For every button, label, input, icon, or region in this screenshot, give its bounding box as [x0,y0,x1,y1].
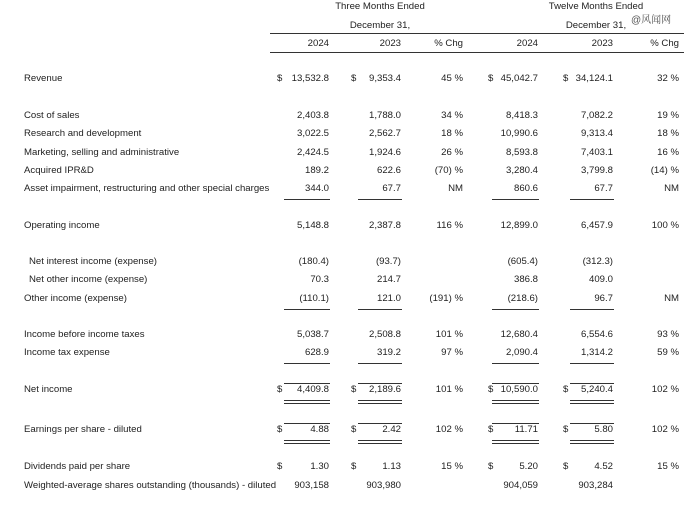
subtotal-rule [358,309,402,310]
table-cell: 121.0 [376,293,401,304]
subtotal-rule [570,309,614,310]
dollar-sign: $ [488,424,494,435]
table-cell: 5,038.7 [296,329,329,340]
subtotal-rule [284,400,330,401]
dollar-sign: $ [277,461,283,472]
table-cell: 7,403.1 [580,147,613,158]
subtotal-rule [358,199,402,200]
subtotal-rule [358,443,402,444]
table-cell: 18 % [441,128,463,139]
dollar-sign: $ [563,384,569,395]
table-cell: 3,799.8 [580,165,613,176]
table-cell: 100 % [651,220,679,231]
table-cell: 34,124.1 [575,73,613,84]
dollar-sign: $ [351,461,357,472]
row-label: Net other income (expense) [29,274,148,285]
col-header-12m-2023: 2023 [591,38,613,49]
subtotal-rule [492,400,539,401]
subtotal-rule [492,363,539,364]
table-cell: (218.6) [507,293,538,304]
table-cell: 319.2 [376,347,401,358]
subtotal-rule [284,423,330,424]
table-cell: 1,788.0 [368,110,401,121]
table-cell: 1.30 [310,461,329,472]
table-cell: (93.7) [375,256,401,267]
subtotal-rule [570,403,614,404]
table-cell: 34 % [441,110,463,121]
table-cell: 2,090.4 [505,347,538,358]
subtotal-rule [570,199,614,200]
table-cell: 4.88 [310,424,329,435]
table-cell: 32 % [657,73,679,84]
table-cell: 409.0 [588,274,613,285]
table-cell: 45,042.7 [500,73,538,84]
table-cell: 2,387.8 [368,220,401,231]
table-cell: 102 % [435,424,463,435]
twelve-months-subheader: December 31, [565,20,627,31]
table-cell: 6,554.6 [580,329,613,340]
subtotal-rule [570,383,614,384]
subtotal-rule [570,440,614,441]
table-cell: 97 % [441,347,463,358]
col-header-3m-2024: 2024 [307,38,329,49]
table-cell: 5.20 [519,461,538,472]
table-cell: NM [664,293,679,304]
table-cell: 2,508.8 [368,329,401,340]
table-cell: 12,899.0 [500,220,538,231]
subtotal-rule [492,199,539,200]
table-cell: 3,022.5 [296,128,329,139]
subtotal-rule [284,403,330,404]
table-cell: (70) % [434,165,463,176]
table-cell: 860.6 [513,183,538,194]
table-cell: 45 % [441,73,463,84]
table-cell: 189.2 [304,165,329,176]
table-cell: 2,189.6 [368,384,401,395]
table-cell: 15 % [441,461,463,472]
table-cell: 904,059 [503,480,538,491]
subtotal-rule [492,443,539,444]
subtotal-rule [358,403,402,404]
table-cell: 903,158 [294,480,329,491]
dollar-sign: $ [488,73,494,84]
dollar-sign: $ [277,424,283,435]
row-label: Weighted-average shares outstanding (thousands) - diluted [24,480,277,491]
dollar-sign: $ [563,461,569,472]
table-cell: 2,562.7 [368,128,401,139]
col-header-3m-chg: % Chg [434,38,463,49]
table-cell: 59 % [657,347,679,358]
row-label: Marketing, selling and administrative [24,147,180,158]
table-cell: NM [448,183,463,194]
table-cell: 3,280.4 [505,165,538,176]
row-label: Net income [24,384,73,395]
table-cell: 386.8 [513,274,538,285]
row-label: Asset impairment, restructuring and other special charges [24,183,270,194]
table-cell: 102 % [651,424,679,435]
col-header-12m-chg: % Chg [650,38,679,49]
dollar-sign: $ [488,461,494,472]
table-cell: 12,680.4 [500,329,538,340]
dollar-sign: $ [277,73,283,84]
table-cell: (605.4) [507,256,538,267]
table-cell: 10,990.6 [500,128,538,139]
header-rule [270,33,684,34]
row-label: Acquired IPR&D [24,165,94,176]
table-cell: (14) % [650,165,679,176]
dollar-sign: $ [488,384,494,395]
table-cell: 10,590.0 [500,384,538,395]
dollar-sign: $ [351,73,357,84]
table-cell: 16 % [657,147,679,158]
table-cell: 9,313.4 [580,128,613,139]
table-cell: 116 % [436,220,463,231]
table-cell: (312.3) [582,256,613,267]
table-cell: 6,457.9 [580,220,613,231]
row-label: Income tax expense [24,347,110,358]
three-months-subheader: December 31, [349,20,411,31]
row-label: Other income (expense) [24,293,127,304]
subtotal-rule [492,403,539,404]
row-label: Cost of sales [24,110,80,121]
dollar-sign: $ [351,384,357,395]
table-cell: 101 % [435,384,463,395]
table-cell: (180.4) [298,256,329,267]
year-header-rule [270,52,684,53]
dollar-sign: $ [277,384,283,395]
table-cell: 11.71 [514,424,538,435]
subtotal-rule [358,383,402,384]
table-cell: 7,082.2 [580,110,613,121]
table-cell: 903,980 [366,480,401,491]
subtotal-rule [358,423,402,424]
subtotal-rule [284,443,330,444]
table-cell: 2,424.5 [296,147,329,158]
table-cell: (191) % [429,293,463,304]
dollar-sign: $ [351,424,357,435]
table-cell: 1,314.2 [580,347,613,358]
table-cell: 4.52 [594,461,613,472]
table-cell: 214.7 [376,274,401,285]
table-cell: 102 % [651,384,679,395]
subtotal-rule [492,440,539,441]
table-cell: 96.7 [594,293,613,304]
col-header-12m-2024: 2024 [516,38,538,49]
subtotal-rule [358,400,402,401]
col-header-3m-2023: 2023 [379,38,401,49]
table-cell: 5,240.4 [580,384,613,395]
row-label: Operating income [24,220,100,231]
table-cell: 19 % [657,110,679,121]
three-months-header: Three Months Ended [335,1,425,12]
watermark: @风闻网 [631,15,672,26]
row-label: Income before income taxes [24,329,145,340]
table-cell: (110.1) [299,293,329,304]
dollar-sign: $ [563,73,569,84]
table-cell: 8,593.8 [505,147,538,158]
subtotal-rule [358,440,402,441]
table-cell: NM [664,183,679,194]
subtotal-rule [492,309,539,310]
subtotal-rule [358,363,402,364]
row-label: Research and development [24,128,142,139]
subtotal-rule [570,443,614,444]
twelve-months-header: Twelve Months Ended [548,1,644,12]
table-cell: 5.80 [594,424,613,435]
table-cell: 628.9 [304,347,329,358]
table-cell: 18 % [657,128,679,139]
table-cell: 1,924.6 [368,147,401,158]
subtotal-rule [284,440,330,441]
table-cell: 26 % [441,147,463,158]
row-label: Dividends paid per share [24,461,131,472]
table-cell: 1.13 [382,461,401,472]
subtotal-rule [492,383,539,384]
table-cell: 4,409.8 [296,384,329,395]
table-cell: 9,353.4 [368,73,401,84]
table-cell: 903,284 [578,480,613,491]
subtotal-rule [570,423,614,424]
subtotal-rule [284,199,330,200]
subtotal-rule [570,363,614,364]
subtotal-rule [492,423,539,424]
subtotal-rule [284,383,330,384]
row-label: Net interest income (expense) [29,256,157,267]
subtotal-rule [284,309,330,310]
table-cell: 101 % [435,329,463,340]
table-cell: 67.7 [382,183,401,194]
dollar-sign: $ [563,424,569,435]
table-cell: 622.6 [376,165,401,176]
subtotal-rule [570,400,614,401]
row-label: Earnings per share - diluted [24,424,142,435]
table-cell: 70.3 [310,274,329,285]
table-cell: 93 % [657,329,679,340]
table-cell: 15 % [657,461,679,472]
table-cell: 2,403.8 [296,110,329,121]
table-cell: 67.7 [594,183,613,194]
table-cell: 8,418.3 [505,110,538,121]
table-cell: 344.0 [304,183,329,194]
row-label: Revenue [24,73,63,84]
table-cell: 13,532.8 [291,73,329,84]
subtotal-rule [284,363,330,364]
table-cell: 5,148.8 [296,220,329,231]
table-cell: 2.42 [382,424,401,435]
